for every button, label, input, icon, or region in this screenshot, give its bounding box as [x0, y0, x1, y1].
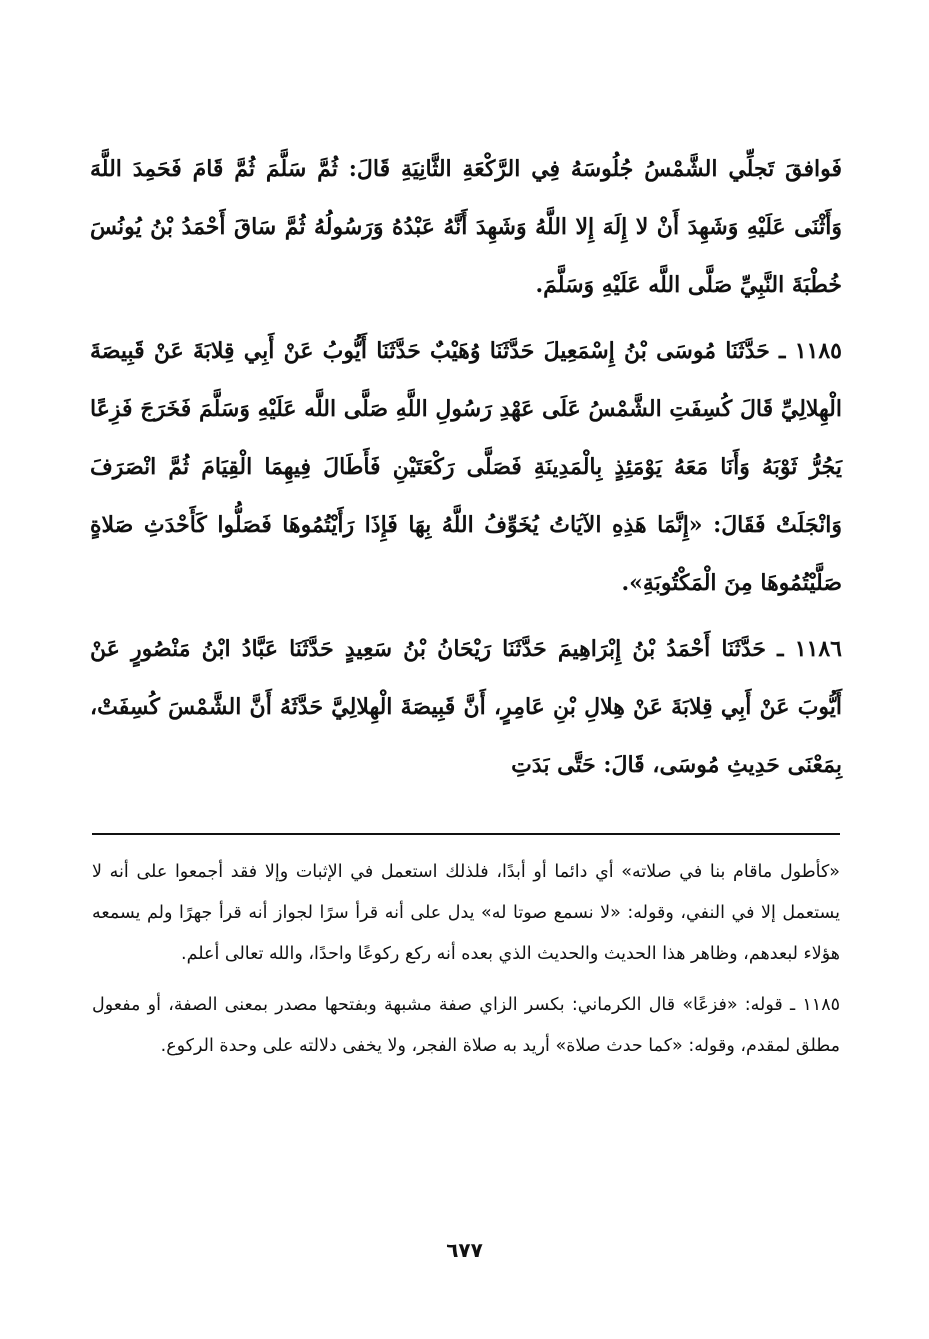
- page-number: ٦٧٧: [446, 1238, 483, 1262]
- hadith-number: ١١٨٥: [794, 338, 842, 364]
- footnotes: [92, 852, 840, 1077]
- hadith-1186: [90, 620, 842, 794]
- hadith-text: ـ حَدَّثَنَا مُوسَى بْنُ إِسْمَعِيلَ حَدَّثَنَا وُهَيْبٌ حَدَّثَنَا أَيُّوبُ عَنْ أَبِي قِلابَةَ عَنْ قَبِيصَةَ الْهِلالِيِّ قَالَ كُسِفَتِ الشَّمْسُ عَلَى عَهْدِ رَسُولِ اللَّهِ صَلَّى اللَّه عَلَيْهِ وَسَلَّمَ فَخَرَجَ فَزِعًا يَجُرُّ ثَوْبَهُ وَأَنَا مَعَهُ يَوْمَئِذٍ بِالْمَدِينَةِ فَصَلَّى رَكْعَتَيْنِ فَأَطَالَ فِيهِمَا الْقِيَامَ ثُمَّ انْصَرَفَ وَانْجَلَتْ فَقَالَ: «إِنَّمَا هَذِهِ الآيَاتُ يُخَوِّفُ اللَّهُ بِهَا فَإِذَا رَأَيْتُمُوهَا فَصَلُّوا كَأَحْدَثِ صَلاةٍ صَلَّيْتُمُوهَا مِنَ الْمَكْتُوبَةِ».: [90, 338, 842, 596]
- footnote-1: «كأطول ماقام بنا في صلاته» أي دائما أو أبدًا، فلذلك استعمل في الإثبات وإلا فقد أجمعوا على أنه لا يستعمل إلا في النفي، وقوله: «لا نسمع صوتا له» يدل على أنه قرأ سرًا لجواز أنه قرأ جهرًا ولم يسمعه هؤلاء لبعدهم، وظاهر هذا الحديث والحديث الذي بعده أنه ركع ركوعًا واحدًا، والله تعالى أعلم.: [92, 862, 840, 964]
- paragraph-continuation: فَوافقَ تَجلِّي الشَّمْسُ جُلُوسَهُ فِي الرَّكْعَةِ الثَّانِيَةِ قَالَ: ثُمَّ سَلَّمَ ثُمَّ قَامَ فَحَمِدَ اللَّهَ وَأَثْنَى عَلَيْهِ وَشَهِدَ أَنْ لا إِلَهَ إِلا اللَّهُ وَشَهِدَ أَنَّهُ عَبْدُهُ وَرَسُولُهُ ثُمَّ سَاقَ أَحْمَدُ بْنُ يُونُسَ خُطْبَةَ النَّبِيِّ صَلَّى اللَّه عَلَيْهِ وَسَلَّمَ.: [90, 156, 842, 298]
- footnote-2: ١١٨٥ ـ قوله: «فزعًا» قال الكرماني: بكسر الزاي صفة مشبهة وبفتحها مصدر بمعنى الصفة، أو مفعول مطلق لمقدم، وقوله: «كما حدث صلاة» أريد به صلاة الفجر، ولا يخفى دلالته على وحدة الركوع.: [92, 995, 840, 1056]
- hadith-text: ـ حَدَّثَنَا أَحْمَدُ بْنُ إِبْرَاهِيمَ حَدَّثَنَا رَيْحَانُ بْنُ سَعِيدٍ حَدَّثَنَا عَبَّادُ ابْنُ مَنْصُورٍ عَنْ أَيُّوبَ عَنْ أَبِي قِلابَةَ عَنْ هِلالِ بْنِ عَامِرٍ، أَنَّ قَبِيصَةَ الْهِلالِيَّ حَدَّثَهُ أَنَّ الشَّمْسَ كُسِفَتْ، بِمَعْنَى حَدِيثِ مُوسَى، قَالَ: حَتَّى بَدَتِ: [90, 636, 842, 778]
- hadith-number: ١١٨٦: [794, 636, 842, 662]
- hadith-1185: [90, 322, 842, 612]
- main-text: [90, 140, 842, 802]
- footnote-divider: [92, 833, 840, 835]
